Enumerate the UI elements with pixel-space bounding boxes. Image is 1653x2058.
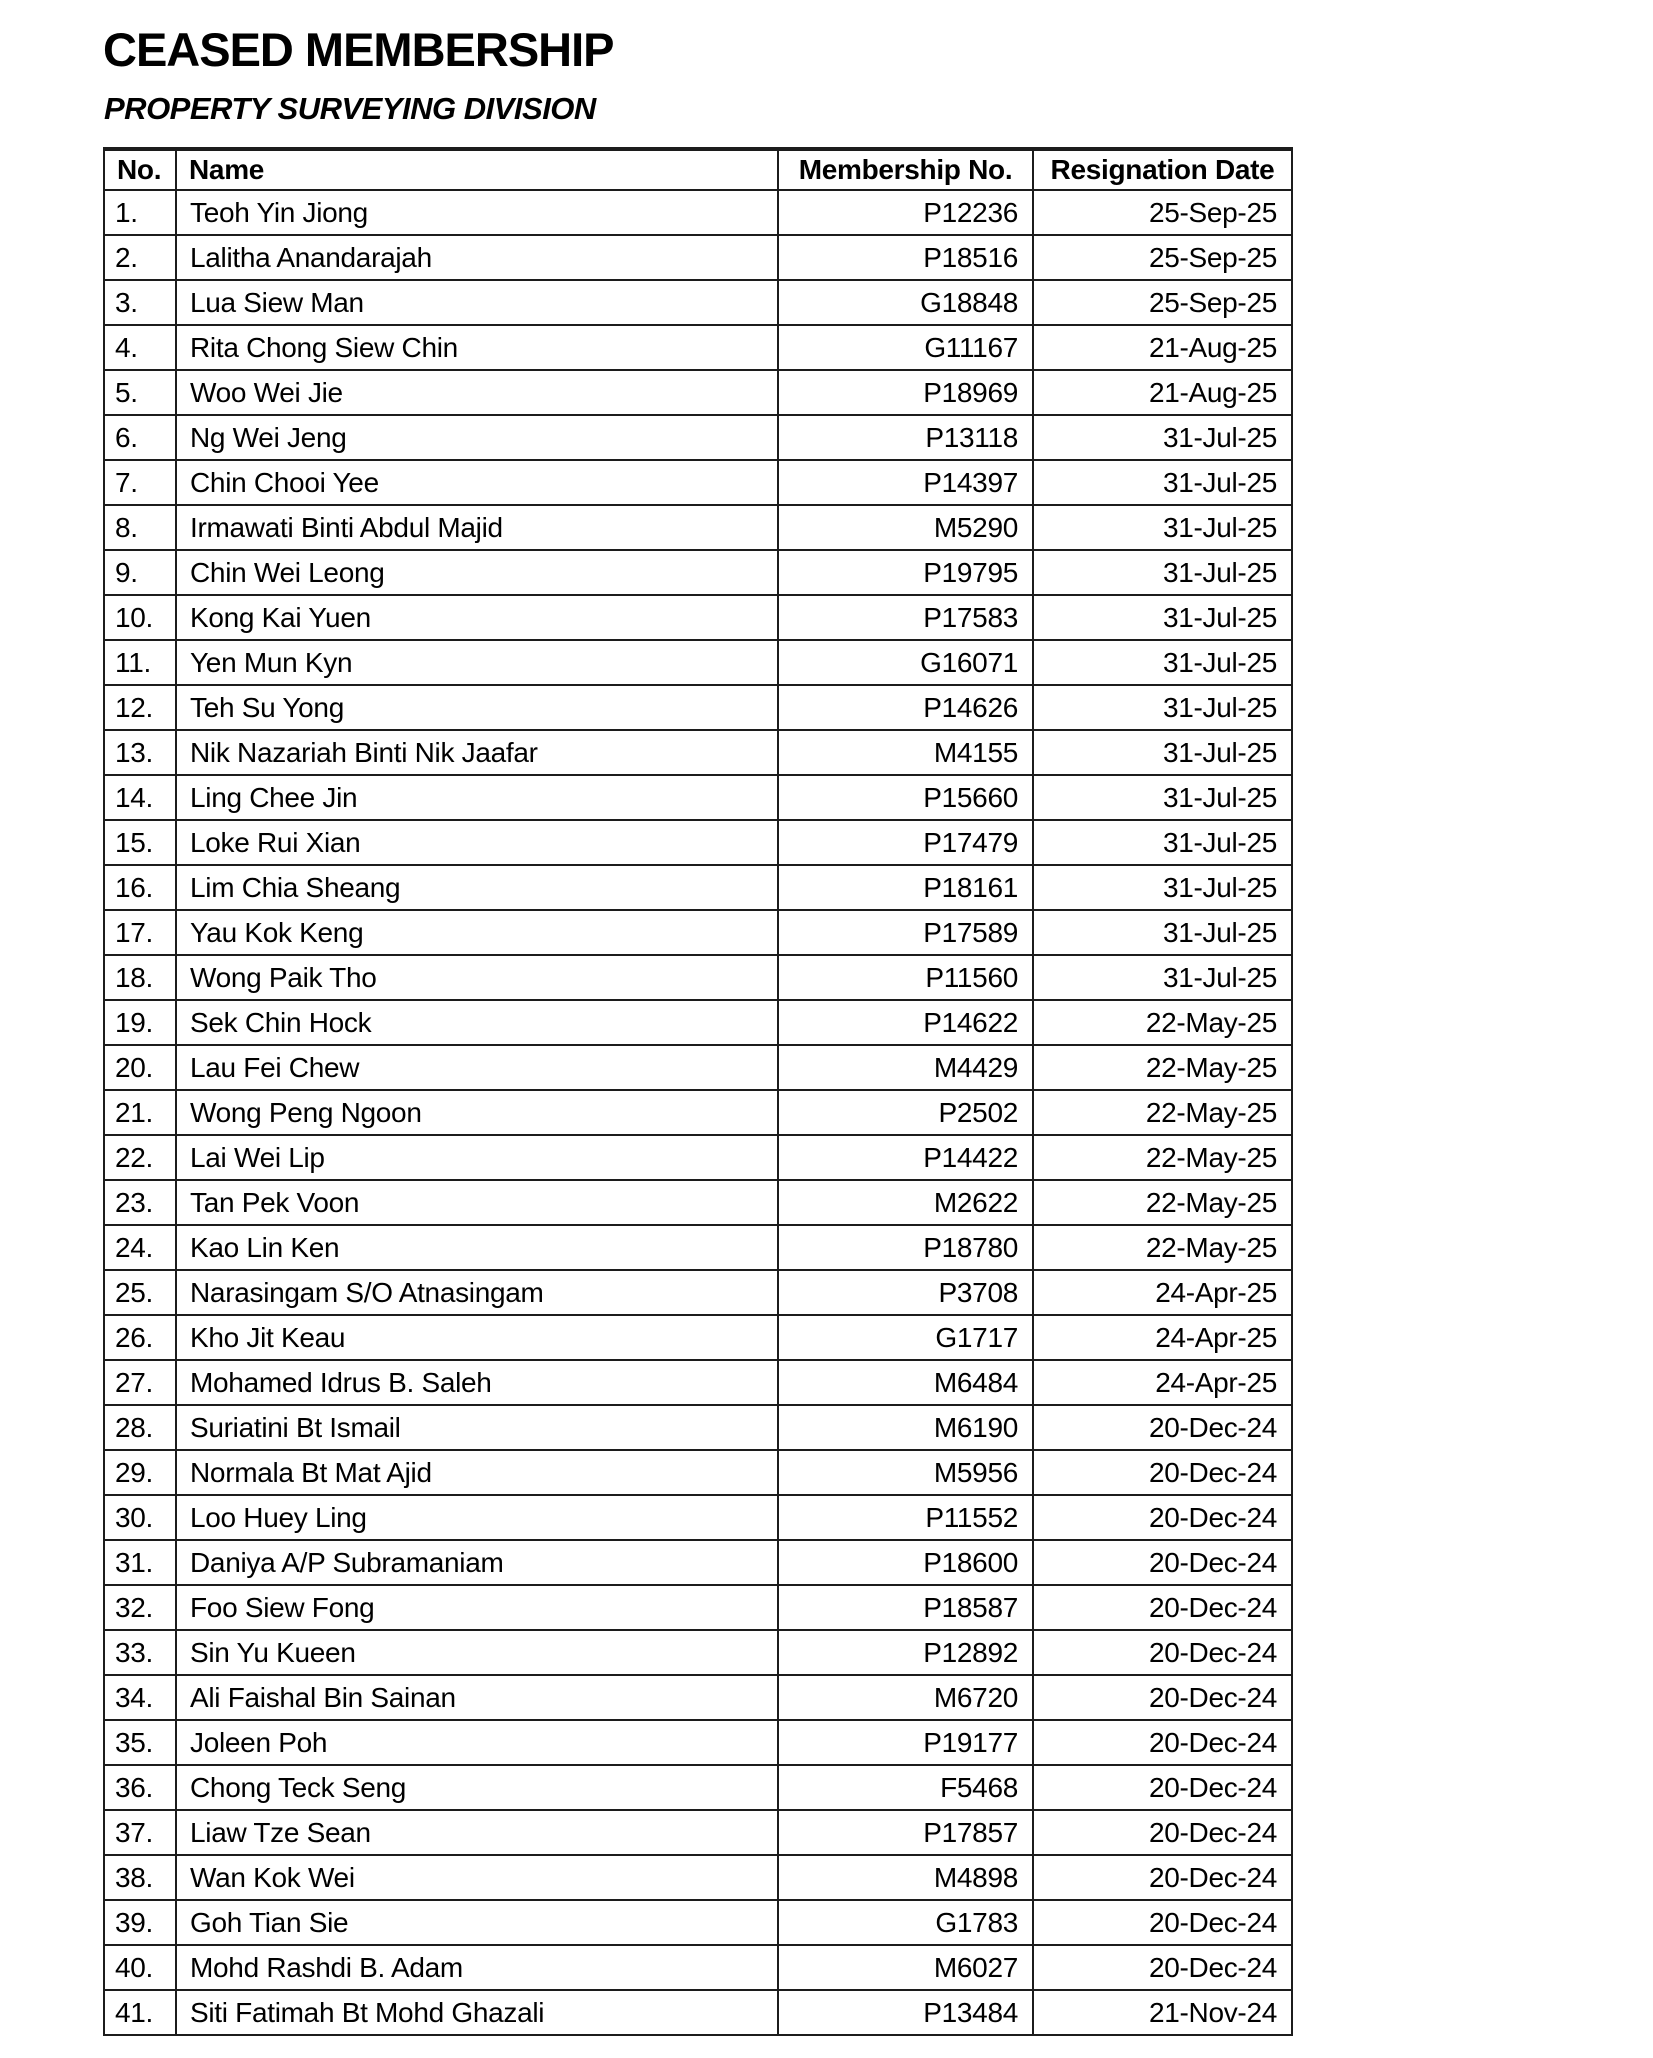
table-row <box>104 1135 1292 1180</box>
page-subtitle: PROPERTY SURVEYING DIVISION <box>104 90 596 126</box>
cell-resignation-date: 22-May-25 <box>1033 1180 1292 1225</box>
cell-no: 41. <box>104 1990 176 2035</box>
cell-resignation-date: 22-May-25 <box>1033 1135 1292 1180</box>
column-header-membership-no: Membership No. <box>778 149 1033 190</box>
cell-membership-no: P17589 <box>778 910 1033 955</box>
cell-resignation-date: 25-Sep-25 <box>1033 280 1292 325</box>
table-row <box>104 1495 1292 1540</box>
cell-name: Joleen Poh <box>176 1720 778 1765</box>
cell-membership-no: M5290 <box>778 505 1033 550</box>
cell-no: 26. <box>104 1315 176 1360</box>
cell-no: 17. <box>104 910 176 955</box>
cell-resignation-date: 20-Dec-24 <box>1033 1630 1292 1675</box>
cell-resignation-date: 24-Apr-25 <box>1033 1270 1292 1315</box>
table-row <box>104 325 1292 370</box>
cell-name: Suriatini Bt Ismail <box>176 1405 778 1450</box>
cell-name: Nik Nazariah Binti Nik Jaafar <box>176 730 778 775</box>
cell-membership-no: G1783 <box>778 1900 1033 1945</box>
cell-membership-no: F5468 <box>778 1765 1033 1810</box>
table-row <box>104 1270 1292 1315</box>
cell-resignation-date: 31-Jul-25 <box>1033 955 1292 1000</box>
cell-resignation-date: 31-Jul-25 <box>1033 550 1292 595</box>
cell-no: 7. <box>104 460 176 505</box>
cell-membership-no: G1717 <box>778 1315 1033 1360</box>
cell-no: 23. <box>104 1180 176 1225</box>
cell-resignation-date: 31-Jul-25 <box>1033 775 1292 820</box>
cell-membership-no: P12892 <box>778 1630 1033 1675</box>
cell-name: Wong Paik Tho <box>176 955 778 1000</box>
cell-resignation-date: 22-May-25 <box>1033 1090 1292 1135</box>
cell-membership-no: P19795 <box>778 550 1033 595</box>
cell-name: Wan Kok Wei <box>176 1855 778 1900</box>
ceased-membership-table <box>103 147 1293 2036</box>
cell-no: 11. <box>104 640 176 685</box>
cell-resignation-date: 22-May-25 <box>1033 1045 1292 1090</box>
cell-resignation-date: 24-Apr-25 <box>1033 1315 1292 1360</box>
cell-no: 13. <box>104 730 176 775</box>
cell-name: Daniya A/P Subramaniam <box>176 1540 778 1585</box>
cell-resignation-date: 21-Aug-25 <box>1033 370 1292 415</box>
table-row <box>104 730 1292 775</box>
cell-membership-no: G18848 <box>778 280 1033 325</box>
table-row <box>104 1000 1292 1045</box>
table-row <box>104 685 1292 730</box>
page-title: CEASED MEMBERSHIP <box>103 23 614 76</box>
cell-resignation-date: 25-Sep-25 <box>1033 190 1292 235</box>
cell-no: 36. <box>104 1765 176 1810</box>
cell-name: Ali Faishal Bin Sainan <box>176 1675 778 1720</box>
cell-membership-no: M6720 <box>778 1675 1033 1720</box>
cell-name: Liaw Tze Sean <box>176 1810 778 1855</box>
table-row <box>104 1765 1292 1810</box>
cell-no: 39. <box>104 1900 176 1945</box>
cell-membership-no: P18969 <box>778 370 1033 415</box>
cell-resignation-date: 22-May-25 <box>1033 1000 1292 1045</box>
table-row <box>104 1225 1292 1270</box>
table-row <box>104 1900 1292 1945</box>
table-row <box>104 1720 1292 1765</box>
cell-resignation-date: 20-Dec-24 <box>1033 1945 1292 1990</box>
cell-name: Sin Yu Kueen <box>176 1630 778 1675</box>
table-row <box>104 865 1292 910</box>
cell-resignation-date: 20-Dec-24 <box>1033 1585 1292 1630</box>
cell-name: Kao Lin Ken <box>176 1225 778 1270</box>
cell-resignation-date: 24-Apr-25 <box>1033 1360 1292 1405</box>
cell-membership-no: P12236 <box>778 190 1033 235</box>
cell-name: Lau Fei Chew <box>176 1045 778 1090</box>
table-row <box>104 1675 1292 1720</box>
cell-membership-no: P15660 <box>778 775 1033 820</box>
cell-no: 28. <box>104 1405 176 1450</box>
cell-name: Kong Kai Yuen <box>176 595 778 640</box>
cell-no: 9. <box>104 550 176 595</box>
cell-resignation-date: 31-Jul-25 <box>1033 730 1292 775</box>
table-body <box>104 190 1292 2035</box>
cell-membership-no: P17857 <box>778 1810 1033 1855</box>
cell-name: Kho Jit Keau <box>176 1315 778 1360</box>
cell-resignation-date: 20-Dec-24 <box>1033 1495 1292 1540</box>
cell-no: 30. <box>104 1495 176 1540</box>
table-row <box>104 190 1292 235</box>
cell-no: 4. <box>104 325 176 370</box>
column-header-name: Name <box>176 149 778 190</box>
cell-membership-no: M4429 <box>778 1045 1033 1090</box>
cell-membership-no: P19177 <box>778 1720 1033 1765</box>
table-row <box>104 1540 1292 1585</box>
cell-membership-no: P14626 <box>778 685 1033 730</box>
cell-resignation-date: 31-Jul-25 <box>1033 595 1292 640</box>
table-row <box>104 640 1292 685</box>
cell-resignation-date: 31-Jul-25 <box>1033 910 1292 955</box>
cell-no: 33. <box>104 1630 176 1675</box>
table-row <box>104 910 1292 955</box>
table-row <box>104 1180 1292 1225</box>
cell-no: 34. <box>104 1675 176 1720</box>
cell-resignation-date: 21-Nov-24 <box>1033 1990 1292 2035</box>
cell-resignation-date: 31-Jul-25 <box>1033 505 1292 550</box>
cell-membership-no: M2622 <box>778 1180 1033 1225</box>
cell-membership-no: P18587 <box>778 1585 1033 1630</box>
cell-resignation-date: 25-Sep-25 <box>1033 235 1292 280</box>
cell-resignation-date: 31-Jul-25 <box>1033 460 1292 505</box>
cell-resignation-date: 21-Aug-25 <box>1033 325 1292 370</box>
cell-no: 20. <box>104 1045 176 1090</box>
cell-membership-no: P17479 <box>778 820 1033 865</box>
cell-name: Loke Rui Xian <box>176 820 778 865</box>
cell-membership-no: P18780 <box>778 1225 1033 1270</box>
cell-membership-no: P18600 <box>778 1540 1033 1585</box>
cell-membership-no: M6190 <box>778 1405 1033 1450</box>
cell-name: Ng Wei Jeng <box>176 415 778 460</box>
cell-no: 3. <box>104 280 176 325</box>
cell-name: Sek Chin Hock <box>176 1000 778 1045</box>
table-row <box>104 460 1292 505</box>
cell-resignation-date: 31-Jul-25 <box>1033 820 1292 865</box>
cell-resignation-date: 20-Dec-24 <box>1033 1810 1292 1855</box>
cell-name: Foo Siew Fong <box>176 1585 778 1630</box>
cell-no: 37. <box>104 1810 176 1855</box>
cell-name: Lalitha Anandarajah <box>176 235 778 280</box>
cell-name: Narasingam S/O Atnasingam <box>176 1270 778 1315</box>
cell-name: Goh Tian Sie <box>176 1900 778 1945</box>
cell-name: Chin Wei Leong <box>176 550 778 595</box>
cell-name: Yau Kok Keng <box>176 910 778 955</box>
cell-membership-no: P2502 <box>778 1090 1033 1135</box>
cell-resignation-date: 22-May-25 <box>1033 1225 1292 1270</box>
cell-membership-no: M4898 <box>778 1855 1033 1900</box>
cell-membership-no: P18161 <box>778 865 1033 910</box>
cell-resignation-date: 31-Jul-25 <box>1033 415 1292 460</box>
cell-resignation-date: 20-Dec-24 <box>1033 1765 1292 1810</box>
cell-no: 1. <box>104 190 176 235</box>
cell-membership-no: G11167 <box>778 325 1033 370</box>
cell-resignation-date: 20-Dec-24 <box>1033 1405 1292 1450</box>
cell-no: 29. <box>104 1450 176 1495</box>
cell-no: 5. <box>104 370 176 415</box>
table-row <box>104 235 1292 280</box>
cell-membership-no: P14397 <box>778 460 1033 505</box>
cell-name: Lim Chia Sheang <box>176 865 778 910</box>
table-row <box>104 820 1292 865</box>
cell-name: Normala Bt Mat Ajid <box>176 1450 778 1495</box>
cell-resignation-date: 20-Dec-24 <box>1033 1720 1292 1765</box>
table-row <box>104 1855 1292 1900</box>
cell-no: 2. <box>104 235 176 280</box>
cell-membership-no: M6027 <box>778 1945 1033 1990</box>
cell-name: Woo Wei Jie <box>176 370 778 415</box>
cell-membership-no: P17583 <box>778 595 1033 640</box>
table-row <box>104 1630 1292 1675</box>
cell-no: 32. <box>104 1585 176 1630</box>
table-row <box>104 775 1292 820</box>
cell-name: Mohamed Idrus B. Saleh <box>176 1360 778 1405</box>
cell-name: Teh Su Yong <box>176 685 778 730</box>
cell-no: 19. <box>104 1000 176 1045</box>
table-row <box>104 1585 1292 1630</box>
cell-resignation-date: 31-Jul-25 <box>1033 640 1292 685</box>
cell-membership-no: P11552 <box>778 1495 1033 1540</box>
cell-name: Ling Chee Jin <box>176 775 778 820</box>
cell-name: Wong Peng Ngoon <box>176 1090 778 1135</box>
cell-no: 40. <box>104 1945 176 1990</box>
table-header-row <box>104 149 1292 190</box>
table-row <box>104 505 1292 550</box>
cell-name: Chin Chooi Yee <box>176 460 778 505</box>
table-row <box>104 550 1292 595</box>
cell-name: Teoh Yin Jiong <box>176 190 778 235</box>
cell-no: 21. <box>104 1090 176 1135</box>
cell-membership-no: P18516 <box>778 235 1033 280</box>
table-row <box>104 415 1292 460</box>
cell-no: 22. <box>104 1135 176 1180</box>
cell-no: 18. <box>104 955 176 1000</box>
cell-membership-no: G16071 <box>778 640 1033 685</box>
cell-no: 14. <box>104 775 176 820</box>
cell-no: 12. <box>104 685 176 730</box>
cell-resignation-date: 31-Jul-25 <box>1033 865 1292 910</box>
cell-name: Chong Teck Seng <box>176 1765 778 1810</box>
cell-no: 38. <box>104 1855 176 1900</box>
cell-membership-no: M5956 <box>778 1450 1033 1495</box>
cell-no: 25. <box>104 1270 176 1315</box>
table-row <box>104 1990 1292 2035</box>
cell-no: 10. <box>104 595 176 640</box>
table-row <box>104 370 1292 415</box>
table-row <box>104 1945 1292 1990</box>
table-row <box>104 955 1292 1000</box>
cell-no: 16. <box>104 865 176 910</box>
cell-membership-no: P14422 <box>778 1135 1033 1180</box>
cell-name: Rita Chong Siew Chin <box>176 325 778 370</box>
cell-resignation-date: 20-Dec-24 <box>1033 1540 1292 1585</box>
cell-name: Lai Wei Lip <box>176 1135 778 1180</box>
cell-resignation-date: 20-Dec-24 <box>1033 1450 1292 1495</box>
cell-no: 35. <box>104 1720 176 1765</box>
cell-membership-no: P3708 <box>778 1270 1033 1315</box>
table-row <box>104 1450 1292 1495</box>
table-row <box>104 1360 1292 1405</box>
cell-membership-no: P14622 <box>778 1000 1033 1045</box>
table-row <box>104 1810 1292 1855</box>
cell-membership-no: P13484 <box>778 1990 1033 2035</box>
cell-resignation-date: 20-Dec-24 <box>1033 1855 1292 1900</box>
cell-no: 27. <box>104 1360 176 1405</box>
cell-name: Loo Huey Ling <box>176 1495 778 1540</box>
column-header-resignation-date: Resignation Date <box>1033 149 1292 190</box>
cell-no: 31. <box>104 1540 176 1585</box>
cell-no: 15. <box>104 820 176 865</box>
table-row <box>104 1405 1292 1450</box>
cell-membership-no: M6484 <box>778 1360 1033 1405</box>
cell-name: Tan Pek Voon <box>176 1180 778 1225</box>
cell-resignation-date: 31-Jul-25 <box>1033 685 1292 730</box>
cell-name: Yen Mun Kyn <box>176 640 778 685</box>
table-row <box>104 1090 1292 1135</box>
cell-no: 6. <box>104 415 176 460</box>
cell-name: Irmawati Binti Abdul Majid <box>176 505 778 550</box>
table-row <box>104 280 1292 325</box>
cell-membership-no: P13118 <box>778 415 1033 460</box>
cell-no: 24. <box>104 1225 176 1270</box>
table-row <box>104 1045 1292 1090</box>
cell-no: 8. <box>104 505 176 550</box>
table-row <box>104 595 1292 640</box>
table-row <box>104 1315 1292 1360</box>
cell-membership-no: P11560 <box>778 955 1033 1000</box>
cell-name: Mohd Rashdi B. Adam <box>176 1945 778 1990</box>
cell-name: Lua Siew Man <box>176 280 778 325</box>
column-header-no: No. <box>104 149 176 190</box>
cell-name: Siti Fatimah Bt Mohd Ghazali <box>176 1990 778 2035</box>
cell-membership-no: M4155 <box>778 730 1033 775</box>
cell-resignation-date: 20-Dec-24 <box>1033 1900 1292 1945</box>
table-header <box>104 149 1292 190</box>
cell-resignation-date: 20-Dec-24 <box>1033 1675 1292 1720</box>
